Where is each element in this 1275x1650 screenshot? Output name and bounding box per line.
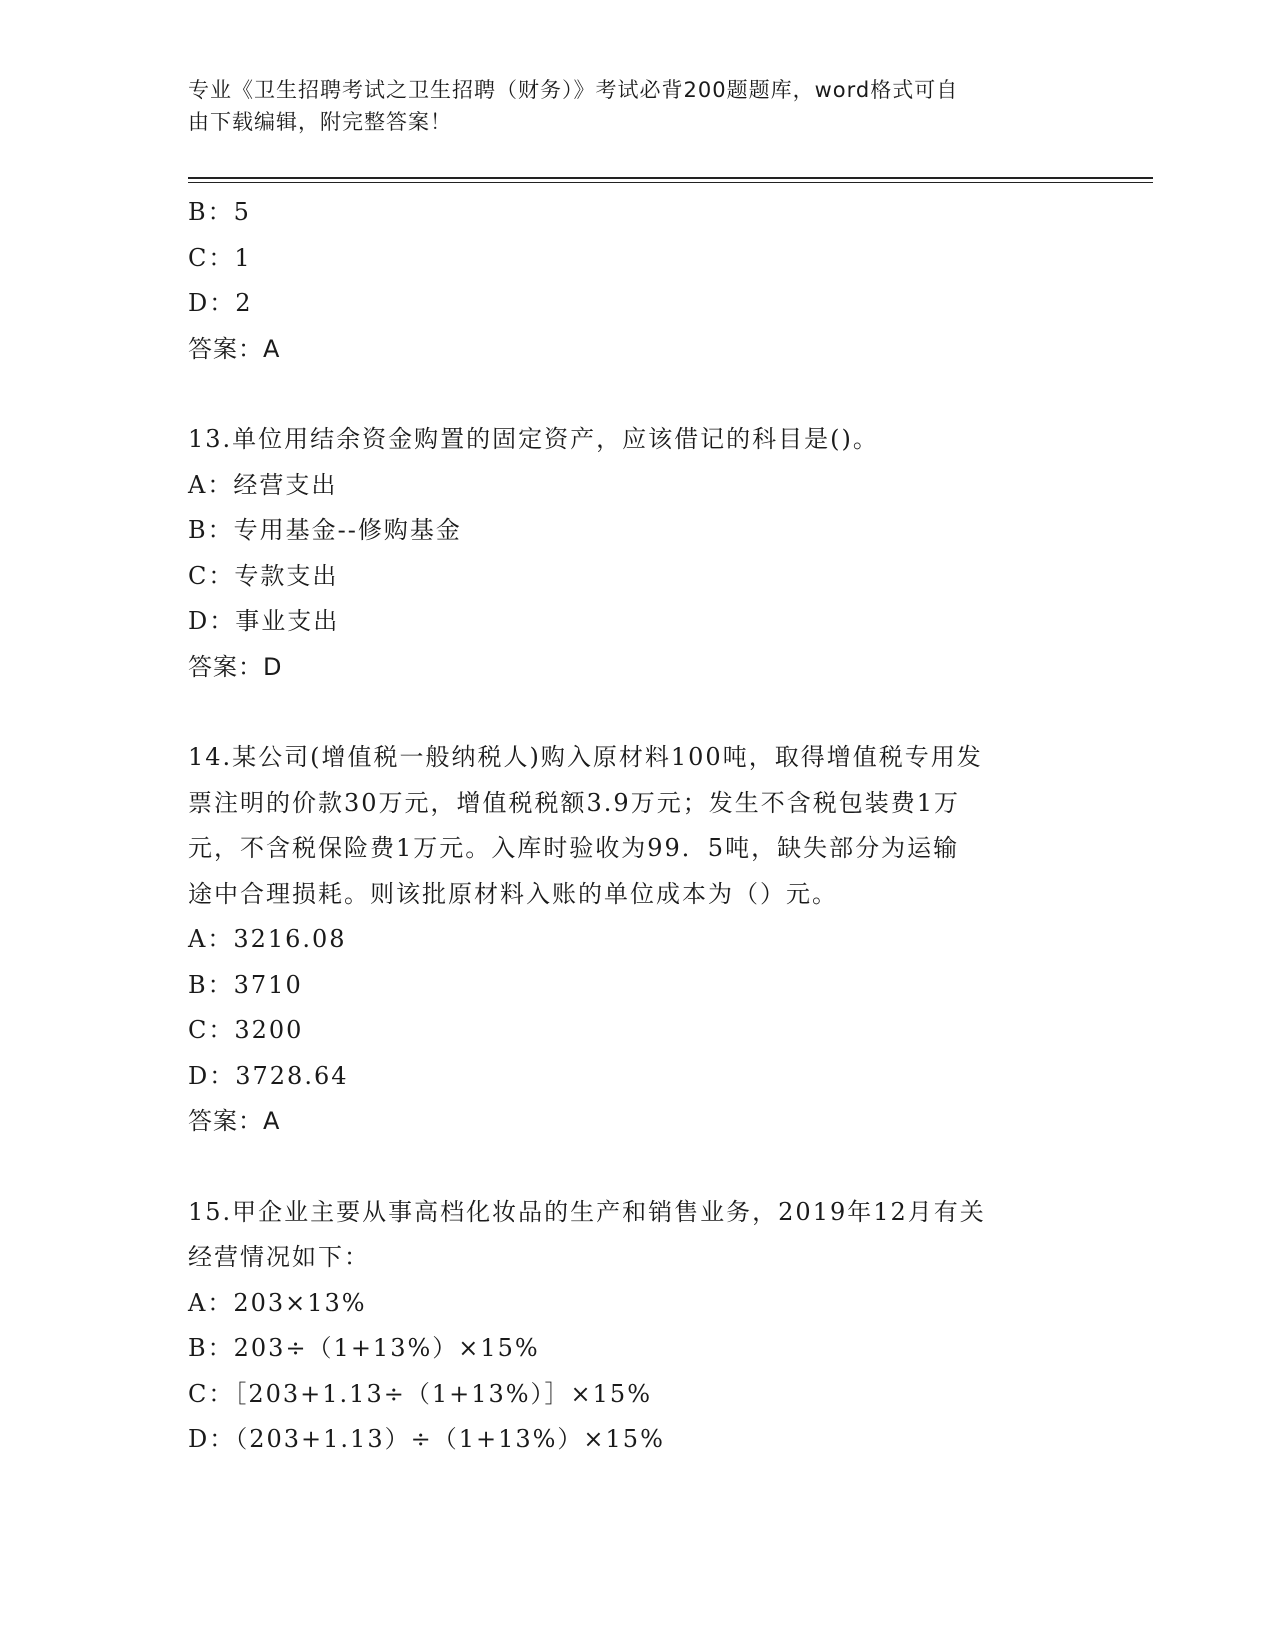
option: C：1 [188, 243, 252, 272]
header-line: 专业《卫生招聘考试之卫生招聘（财务）》考试必背200题题库，word格式可自 [188, 78, 959, 102]
question-content [188, 190, 1088, 1463]
answer: 答案：D [188, 652, 283, 681]
question-block-13 [188, 417, 1088, 690]
option: D：（203+1.13）÷（1+13%）×15% [188, 1425, 665, 1453]
option: D：2 [188, 289, 253, 317]
header-line: 由下载编辑，附完整答案！ [188, 110, 452, 134]
option: C：专款支出 [188, 561, 339, 590]
answer: 答案：A [188, 334, 281, 363]
option: D：事业支出 [188, 607, 340, 635]
option: B：203÷（1+13%）×15% [188, 1334, 540, 1362]
option: B：专用基金--修购基金 [188, 516, 462, 544]
option: A：3216.08 [188, 925, 347, 953]
document-header [188, 74, 1068, 138]
option: D：3728.64 [188, 1061, 349, 1090]
question-stem: 14.某公司(增值税一般纳税人)购入原材料100吨，取得增值税专用发 [188, 743, 983, 771]
question-stem: 元，不含税保险费1万元。入库时验收为99．5吨，缺失部分为运输 [188, 834, 960, 862]
option: C：［203+1.13÷（1+13%）］×15% [188, 1379, 653, 1408]
question-stem: 13.单位用结余资金购置的固定资产，应该借记的科目是()。 [188, 425, 879, 453]
question-stem: 15.甲企业主要从事高档化妆品的生产和销售业务，2019年12月有关 [188, 1197, 986, 1226]
question-block-prev [188, 190, 1088, 372]
option: B：5 [188, 198, 251, 226]
question-stem: 票注明的价款30万元，增值税税额3.9万元；发生不含税包装费1万 [188, 788, 960, 817]
header-rule-thin [188, 182, 1153, 183]
answer: 答案：A [188, 1107, 281, 1135]
question-stem: 经营情况如下： [188, 1243, 370, 1271]
header-rule-thick [188, 177, 1153, 179]
option: C：3200 [188, 1016, 304, 1044]
option: A：203×13% [188, 1288, 367, 1317]
option: A：经营支出 [188, 470, 338, 499]
question-block-15 [188, 1190, 1088, 1463]
question-block-14 [188, 735, 1088, 1145]
question-stem: 途中合理损耗。则该批原材料入账的单位成本为（）元。 [188, 879, 838, 908]
option: B：3710 [188, 970, 303, 999]
